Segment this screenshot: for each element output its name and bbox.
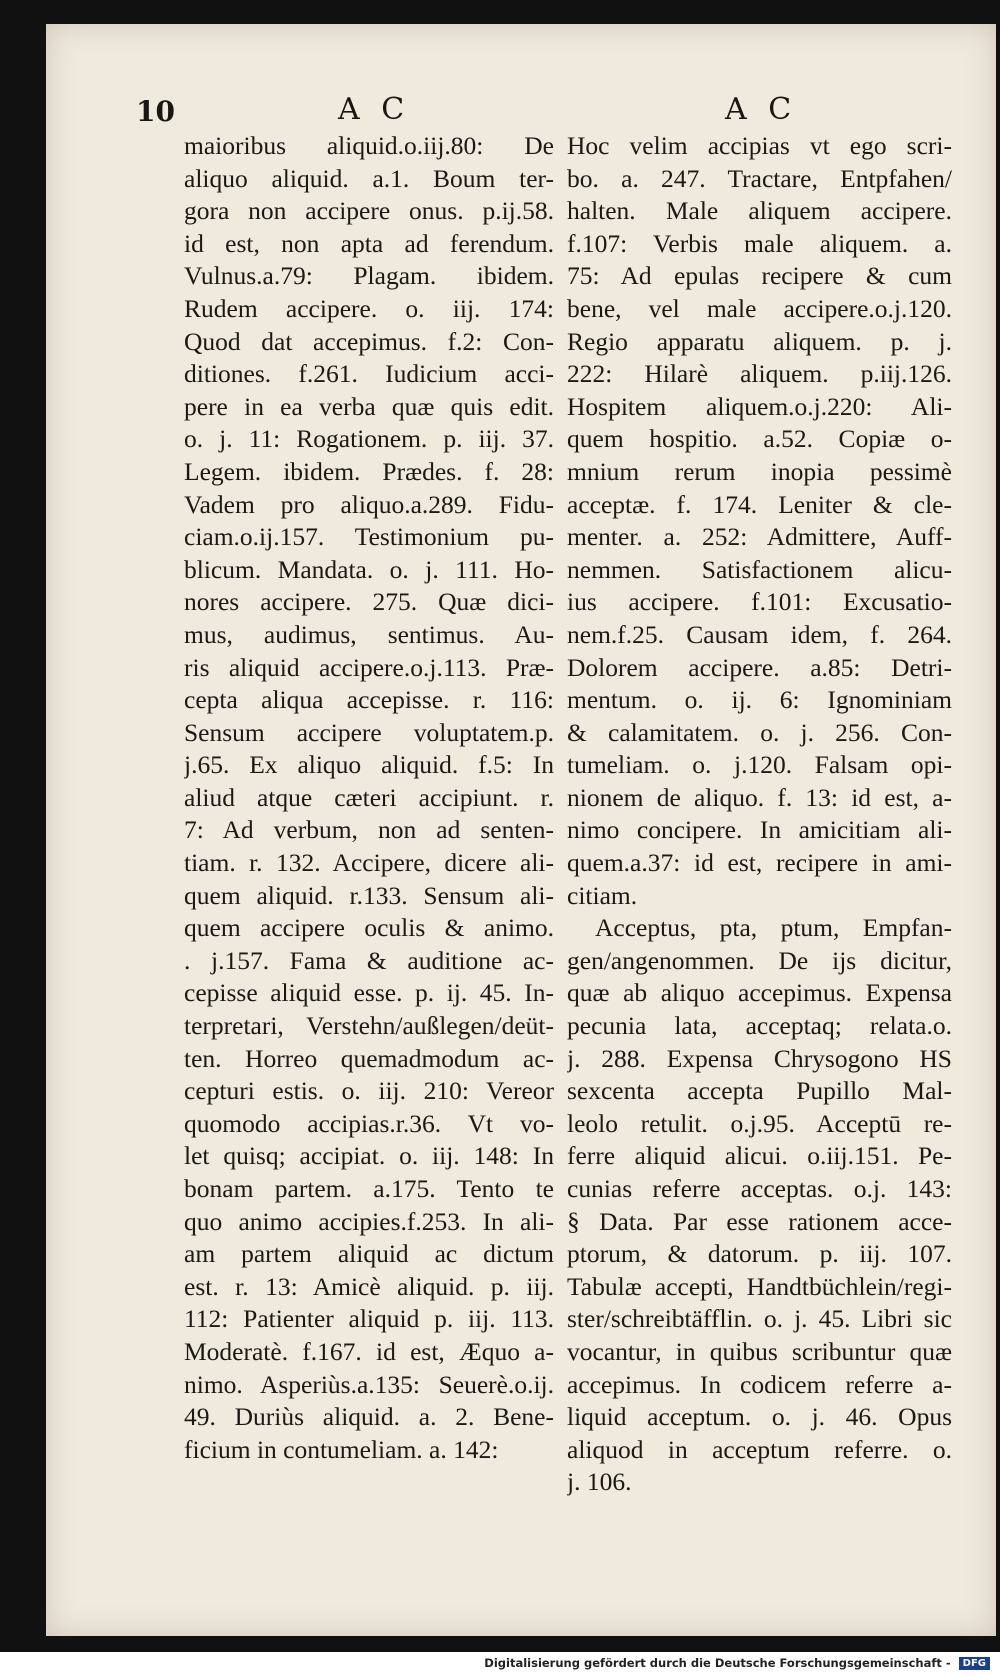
left-column-line: terpretari, Verstehn/außlegen/deüt- xyxy=(184,1011,554,1041)
page-number: 10 xyxy=(136,95,175,128)
right-column-line: sexcenta accepta Pupillo Mal- xyxy=(567,1076,952,1106)
left-column-line: cepturi estis. o. iij. 210: Vereor xyxy=(184,1076,554,1106)
left-column-line: nores accipere. 275. Quæ dici- xyxy=(184,587,554,617)
left-column-line: ciam.o.ij.157. Testimonium pu- xyxy=(184,522,554,552)
left-column-line: 49. Duriùs aliquid. a. 2. Bene- xyxy=(184,1402,554,1432)
left-column-line: ficium in contumeliam. a. 142: xyxy=(184,1434,499,1464)
left-column-line: quem aliquid. r.133. Sensum ali- xyxy=(184,880,554,910)
left-column-line: Vadem pro aliquo.a.289. Fidu- xyxy=(184,489,554,519)
left-column-line: Vulnus.a.79: Plagam. ibidem. xyxy=(184,261,554,291)
right-column-line: Dolorem accipere. a.85: Detri- xyxy=(567,652,952,682)
right-column-line: citiam. xyxy=(567,880,638,910)
running-head-right: A C xyxy=(725,92,798,127)
right-column-line: acceptæ. f. 174. Leniter & cle- xyxy=(567,489,952,519)
left-column-line: aliquo aliquid. a.1. Boum ter- xyxy=(184,163,554,193)
right-column-line: pecunia lata, acceptaq; relata.o. xyxy=(567,1011,952,1041)
right-column-line: j. 288. Expensa Chrysogono HS xyxy=(567,1043,952,1073)
right-column-line: nem.f.25. Causam idem, f. 264. xyxy=(567,619,952,649)
left-column-line: quomodo accipias.r.36. Vt vo- xyxy=(184,1108,554,1138)
right-column-line: j. 106. xyxy=(567,1467,632,1497)
left-column-line: let quisq; accipiat. o. iij. 148: In xyxy=(184,1141,554,1171)
right-column-line: aliquod in acceptum referre. o. xyxy=(567,1434,952,1464)
right-column-line: nemmen. Satisfactionem alicu- xyxy=(567,554,952,584)
left-column-line: j.65. Ex aliquo aliquid. f.5: In xyxy=(184,750,554,780)
left-column-line: maioribus aliquid.o.iij.80: De xyxy=(184,131,554,160)
right-column-line: § Data. Par esse rationem acce- xyxy=(567,1206,952,1236)
right-column-line: quem hospitio. a.52. Copiæ o- xyxy=(567,424,952,454)
right-column-line: bo. a. 247. Tractare, Entpfahen/ xyxy=(567,163,952,193)
right-column-line: mnium rerum inopia pessimè xyxy=(567,456,952,486)
right-column-line: Tabulæ accepti, Handtbüchlein/regi- xyxy=(567,1271,952,1301)
left-column-line: o. j. 11: Rogationem. p. iij. 37. xyxy=(184,424,554,454)
left-column-line: aliud atque cæteri accipiunt. r. xyxy=(184,782,554,812)
left-column-line: mus, audimus, sentimus. Au- xyxy=(184,619,554,649)
left-column-line: est. r. 13: Amicè aliquid. p. iij. xyxy=(184,1271,554,1301)
right-column-line: accepimus. In codicem referre a- xyxy=(567,1369,952,1399)
left-column-line: ten. Horreo quemadmodum ac- xyxy=(184,1043,554,1073)
left-column-line: ris aliquid accipere.o.j.113. Præ- xyxy=(184,652,554,682)
left-column-line: Moderatè. f.167. id est, Æquo a- xyxy=(184,1336,554,1366)
right-column-line: & calamitatem. o. j. 256. Con- xyxy=(567,717,952,747)
right-column-line: gen/angenommen. De ijs dicitur, xyxy=(567,945,952,975)
right-column-line: Acceptus, pta, ptum, Empfan- xyxy=(595,913,952,943)
right-column-line: Regio apparatu aliquem. p. j. xyxy=(567,326,952,356)
left-column-line: ditiones. f.261. Iudicium acci- xyxy=(184,359,554,389)
left-column-line: Quod dat accepimus. f.2: Con- xyxy=(184,326,554,356)
right-column-line: quem.a.37: id est, recipere in ami- xyxy=(567,848,952,878)
right-column-line: halten. Male aliquem accipere. xyxy=(567,196,952,226)
right-column-line: ius accipere. f.101: Excusatio- xyxy=(567,587,952,617)
left-column-line: cepta aliqua accepisse. r. 116: xyxy=(184,685,554,715)
left-column-line: Sensum accipere voluptatem.p. xyxy=(184,717,554,747)
footer-credit xyxy=(484,1656,990,1670)
right-column-line: vocantur, in quibus scribuntur quæ xyxy=(567,1336,952,1366)
left-text-column xyxy=(184,130,554,1466)
left-column-line: bonam partem. a.175. Tento te xyxy=(184,1174,554,1203)
left-column-line: Rudem accipere. o. iij. 174: xyxy=(184,293,554,323)
right-column-line: cunias referre acceptas. o.j. 143: xyxy=(567,1174,952,1203)
right-column-line: ptorum, & datorum. p. iij. 107. xyxy=(567,1239,952,1269)
left-column-line: 112: Patienter aliquid p. iij. 113. xyxy=(184,1304,554,1334)
right-column-line: tumeliam. o. j.120. Falsam opi- xyxy=(567,750,952,780)
left-column-line: . j.157. Fama & auditione ac- xyxy=(184,945,554,975)
left-column-line: Legem. ibidem. Prædes. f. 28: xyxy=(184,456,554,486)
left-column-line: am partem aliquid ac dictum xyxy=(184,1239,554,1269)
right-column-line: nionem de aliquo. f. 13: id est, a- xyxy=(567,782,952,812)
running-head-left: A C xyxy=(338,92,411,127)
right-column-line: nimo concipere. In amicitiam ali- xyxy=(567,815,952,845)
right-column-line: menter. a. 252: Admittere, Auff- xyxy=(567,522,952,552)
right-column-line: ster/schreibtäfflin. o. j. 45. Libri sic xyxy=(567,1304,952,1334)
dfg-logo: DFG xyxy=(959,1657,990,1670)
right-column-line: leolo retulit. o.j.95. Acceptū re- xyxy=(567,1108,952,1138)
right-column-line: quæ ab aliquo accepimus. Expensa xyxy=(567,978,952,1008)
right-column-line: 222: Hilarè aliquem. p.iij.126. xyxy=(567,359,952,389)
digitization-footer xyxy=(0,1652,1000,1676)
left-column-line: cepisse aliquid esse. p. ij. 45. In- xyxy=(184,978,554,1008)
right-column-line: mentum. o. ij. 6: Ignominiam xyxy=(567,685,952,715)
left-column-line: id est, non apta ad ferendum. xyxy=(184,228,554,258)
left-column-line: quem accipere oculis & animo. xyxy=(184,913,554,943)
right-column-line: 75: Ad epulas recipere & cum xyxy=(567,261,952,291)
right-column-line: Hospitem aliquem.o.j.220: Ali- xyxy=(567,391,952,421)
right-column-line: ferre aliquid alicui. o.iij.151. Pe- xyxy=(567,1141,952,1171)
right-column-line: Hoc velim accipias vt ego scri- xyxy=(567,131,952,160)
right-text-column xyxy=(567,130,952,1499)
left-column-line: tiam. r. 132. Accipere, dicere ali- xyxy=(184,848,554,878)
right-column-line: bene, vel male accipere.o.j.120. xyxy=(567,293,952,323)
footer-credit-text: Digitalisierung gefördert durch die Deutsche Forschungsgemeinschaft - xyxy=(484,1656,951,1670)
left-column-line: nimo. Asperiùs.a.135: Seuerè.o.ij. xyxy=(184,1369,554,1399)
left-column-line: gora non accipere onus. p.ij.58. xyxy=(184,196,554,226)
left-column-line: 7: Ad verbum, non ad senten- xyxy=(184,815,554,845)
left-column-line: pere in ea verba quæ quis edit. xyxy=(184,391,554,421)
right-column-line: f.107: Verbis male aliquem. a. xyxy=(567,228,952,258)
left-column-line: quo animo accipies.f.253. In ali- xyxy=(184,1206,554,1236)
right-column-line: liquid acceptum. o. j. 46. Opus xyxy=(567,1402,952,1432)
left-column-line: blicum. Mandata. o. j. 111. Ho- xyxy=(184,554,554,584)
